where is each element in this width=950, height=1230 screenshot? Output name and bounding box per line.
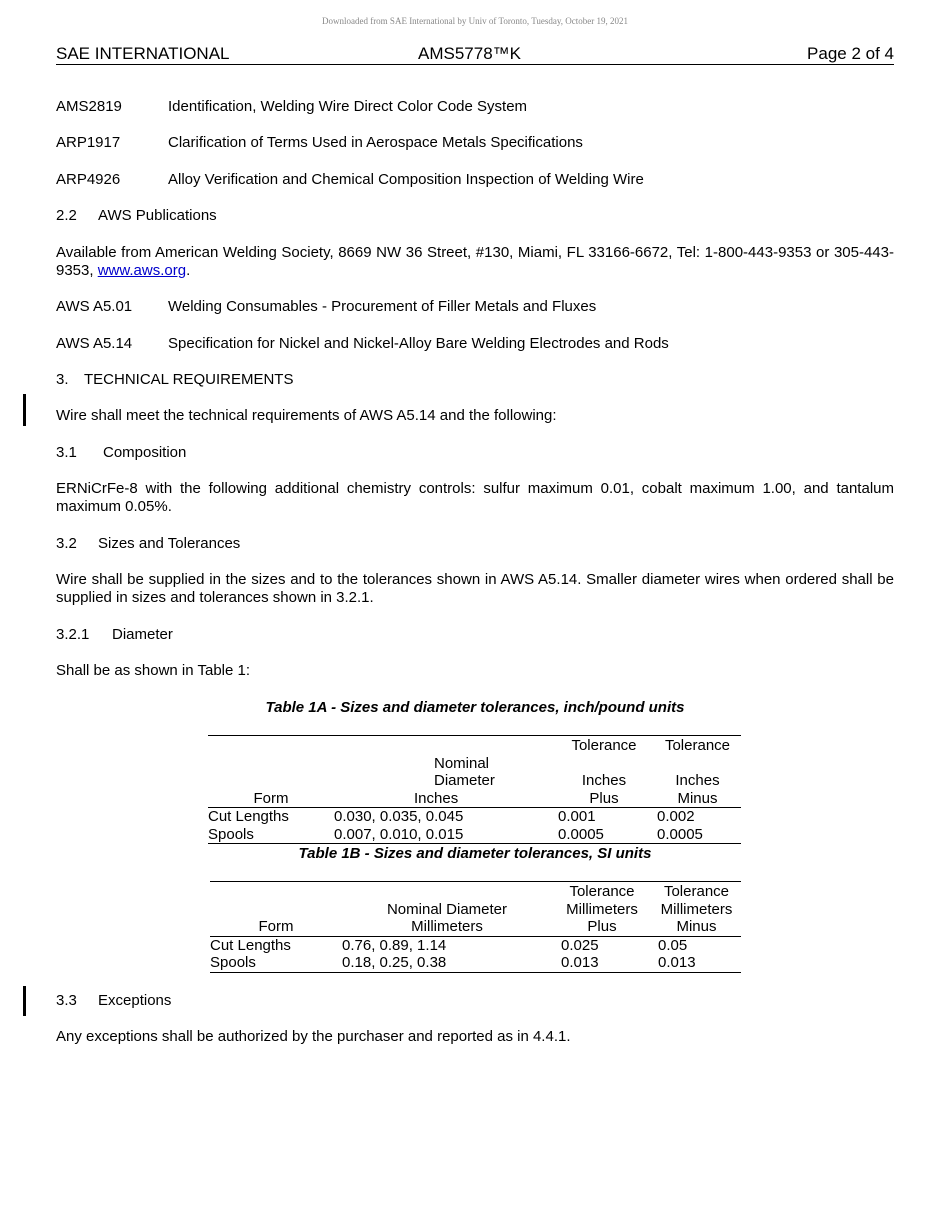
column-header: Nominal Diameter	[434, 754, 495, 789]
section-heading-3	[56, 371, 293, 388]
column-header: Inches	[675, 772, 720, 789]
header-org: SAE INTERNATIONAL	[56, 44, 230, 63]
section-number: 3.1	[56, 444, 77, 461]
revision-change-bar	[23, 986, 26, 1016]
header-doc-number: AMS5778™K	[418, 44, 521, 63]
column-header: Tolerance	[554, 736, 654, 755]
section-number: 3.2.1	[56, 626, 90, 643]
cell-nominal: 0.18, 0.25, 0.38	[342, 954, 552, 972]
section-3-paragraph: Wire shall meet the technical requirements of AWS A5.14 and the following:	[56, 407, 557, 424]
section-3-2-paragraph: Wire shall be supplied in the sizes and to the tolerances shown in AWS A5.14. Smaller diameter wires when ordered shall be supplied in sizes and tolerances shown in 3.2.1.	[56, 571, 894, 606]
section-heading-3-3	[56, 992, 171, 1009]
table-row	[210, 936, 741, 954]
cell-plus: 0.025	[561, 936, 599, 954]
reference-title: Identification, Welding Wire Direct Color Code System	[168, 98, 528, 115]
section-3-1-paragraph: ERNiCrFe-8 with the following additional chemistry controls: sulfur maximum 0.01, cobalt maximum 1.00, and tantalum maximum 0.05%.	[56, 480, 894, 515]
aws-availability-paragraph	[56, 244, 894, 280]
aws-website-link[interactable]: www.aws.org	[97, 262, 187, 279]
cell-plus: 0.0005	[554, 826, 654, 844]
section-heading-2-2	[56, 207, 217, 224]
cell-minus: 0.013	[652, 954, 741, 972]
reference-title: Welding Consumables - Procurement of Filler Metals and Fluxes	[168, 298, 597, 315]
column-header: Inches	[581, 772, 627, 789]
column-header: Minus	[652, 918, 741, 936]
column-header: Millimeters	[342, 918, 552, 936]
section-title: Diameter	[112, 626, 173, 643]
column-header: Nominal Diameter	[386, 900, 508, 918]
section-title: TECHNICAL REQUIREMENTS	[84, 371, 294, 388]
cell-plus: 0.013	[552, 954, 652, 972]
section-number: 3.	[56, 371, 69, 388]
reference-code: ARP1917	[56, 134, 121, 151]
reference-title: Clarification of Terms Used in Aerospace Metals Specifications	[168, 134, 583, 151]
table-1b	[210, 881, 741, 973]
cell-form: Cut Lengths	[208, 808, 289, 825]
cell-form: Cut Lengths	[210, 936, 291, 954]
reference-title: Alloy Verification and Chemical Composition Inspection of Welding Wire	[168, 171, 644, 188]
reference-code: AWS A5.01	[56, 298, 133, 315]
section-heading-3-1	[56, 444, 186, 461]
section-number: 3.3	[56, 992, 77, 1009]
column-header: Inches	[334, 790, 554, 808]
table-row	[210, 954, 741, 972]
section-heading-3-2-1	[56, 626, 173, 643]
aws-availability-end: .	[186, 262, 191, 279]
column-header: Form	[208, 790, 334, 808]
column-header: Plus	[554, 790, 654, 808]
section-3-3-paragraph: Any exceptions shall be authorized by the purchaser and reported as in 4.4.1.	[56, 1028, 571, 1045]
cell-minus: 0.0005	[654, 826, 741, 844]
page-header	[56, 44, 894, 65]
section-number: 2.2	[56, 207, 77, 224]
column-header: Millimeters	[660, 900, 733, 918]
section-title: Composition	[103, 444, 187, 461]
column-header: Tolerance	[652, 882, 741, 901]
section-number: 3.2	[56, 535, 77, 552]
column-header: Plus	[552, 918, 652, 936]
table-row	[208, 826, 741, 844]
table-row	[208, 808, 741, 826]
column-header: Minus	[654, 790, 741, 808]
header-page-number: Page 2 of 4	[807, 44, 894, 63]
reference-title: Specification for Nickel and Nickel-Alloy Bare Welding Electrodes and Rods	[168, 335, 669, 352]
table-1b-caption: Table 1B - Sizes and diameter tolerances, SI units	[298, 845, 652, 862]
section-title: Sizes and Tolerances	[98, 535, 241, 552]
section-heading-3-2	[56, 535, 240, 552]
cell-form: Spools	[210, 954, 342, 972]
cell-nominal: 0.007, 0.010, 0.015	[334, 826, 554, 844]
cell-nominal: 0.030, 0.035, 0.045	[334, 808, 464, 825]
reference-code: ARP4926	[56, 171, 121, 188]
cell-nominal: 0.76, 0.89, 1.14	[342, 936, 447, 954]
cell-plus: 0.001	[558, 808, 596, 825]
column-header: Millimeters	[566, 900, 638, 918]
download-watermark: Downloaded from SAE International by Univ of Toronto, Tuesday, October 19, 2021	[321, 16, 629, 26]
column-header: Tolerance	[654, 736, 741, 755]
column-header: Tolerance	[552, 882, 652, 901]
column-header: Form	[210, 918, 342, 936]
revision-change-bar	[23, 394, 26, 426]
section-title: Exceptions	[98, 992, 172, 1009]
section-title: AWS Publications	[98, 207, 217, 224]
reference-code: AMS2819	[56, 98, 122, 115]
aws-availability-text: Available from American Welding Society, 8669 NW 36 Street, #130, Miami, FL 33166-6672, Tel: 1-800-443-9353 or 305-443-9353,	[56, 244, 894, 279]
cell-minus: 0.002	[657, 808, 695, 825]
cell-minus: 0.05	[658, 936, 688, 954]
section-3-2-1-paragraph: Shall be as shown in Table 1:	[56, 662, 251, 679]
table-1a	[208, 735, 741, 844]
cell-form: Spools	[208, 826, 334, 844]
table-1a-caption: Table 1A - Sizes and diameter tolerances, inch/pound units	[265, 699, 685, 716]
reference-code: AWS A5.14	[56, 335, 133, 352]
